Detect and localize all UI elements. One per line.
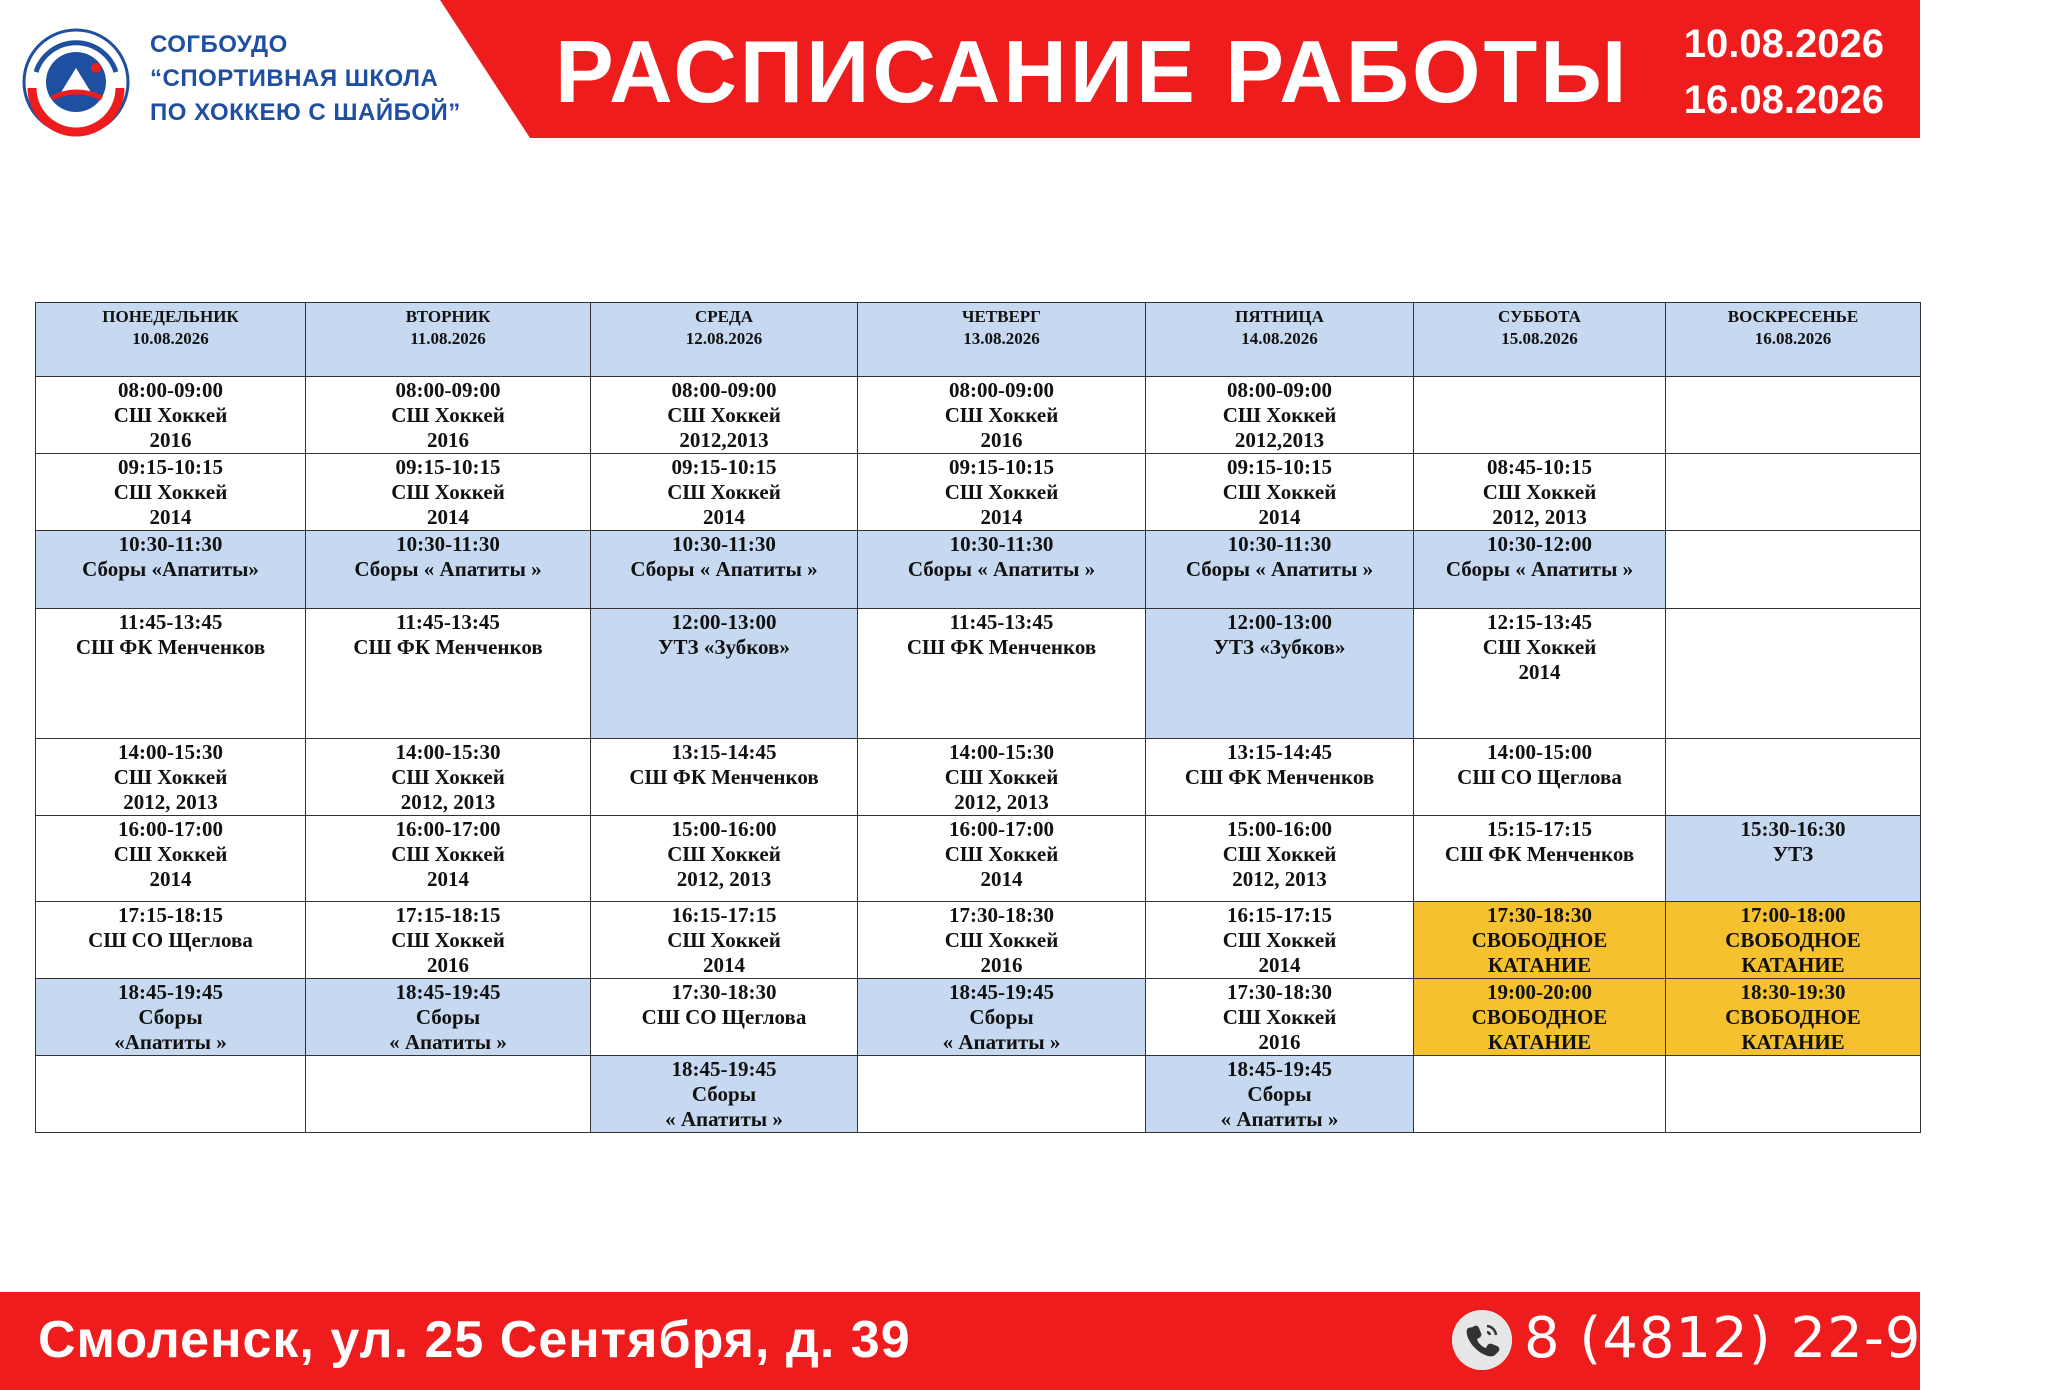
schedule-cell: [1666, 979, 1921, 1056]
schedule-cell: [1146, 609, 1414, 739]
session-text: СШ Хоккей: [391, 403, 505, 427]
table-row: [36, 531, 1921, 609]
schedule-cell: [1414, 979, 1666, 1056]
schedule-cell: [1414, 609, 1666, 739]
session-time: 17:15-18:15: [395, 903, 501, 927]
day-date: 11.08.2026: [410, 329, 486, 348]
table-row: [36, 902, 1921, 979]
session-text: СШ Хоккей: [1222, 1005, 1337, 1029]
empty-cell: [1414, 377, 1666, 454]
schedule-cell: [36, 816, 306, 902]
table-row: [36, 979, 1921, 1056]
schedule-cell: [306, 979, 591, 1056]
schedule-cell: [1414, 739, 1666, 816]
date-range: [1684, 16, 1884, 128]
session-text: СШ ФК Менченков: [1184, 765, 1375, 789]
session-text: СШ Хоккей: [667, 842, 781, 866]
schedule-cell: [306, 816, 591, 902]
session-text: 2014: [1258, 505, 1301, 529]
session-text: СШ Хоккей: [1222, 403, 1337, 427]
session-text: СШ Хоккей: [113, 842, 228, 866]
session-text: Сборы: [1247, 1082, 1312, 1106]
session-time: 15:30-16:30: [1740, 817, 1846, 841]
session-time: 16:15-17:15: [1227, 903, 1332, 927]
session-time: 15:15-17:15: [1487, 817, 1592, 841]
session-time: 11:45-13:45: [118, 610, 223, 634]
table-row: [36, 377, 1921, 454]
day-name: ВОСКРЕСЕНЬЕ: [1727, 307, 1859, 326]
phone-number[interactable]: 8 (4812) 22-90-83: [1524, 1306, 2053, 1371]
session-text: СВОБОДНОЕ: [1725, 1005, 1861, 1029]
schedule-cell: [1146, 531, 1414, 609]
session-time: 09:15-10:15: [118, 455, 223, 479]
session-text: СВОБОДНОЕ: [1471, 1005, 1608, 1029]
session-time: 10:30-11:30: [672, 532, 776, 556]
day-name: ПЯТНИЦА: [1235, 307, 1324, 326]
table-row: [36, 609, 1921, 739]
session-text: СШ Хоккей: [113, 765, 228, 789]
table-row: [36, 454, 1921, 531]
schedule-cell: [1146, 902, 1414, 979]
day-header: [1146, 303, 1414, 377]
session-text: Сборы «Апатиты»: [82, 557, 259, 581]
day-name: ВТОРНИК: [405, 307, 491, 326]
schedule-cell: [591, 739, 858, 816]
session-text: СШ Хоккей: [944, 765, 1059, 789]
session-text: Сборы: [691, 1082, 757, 1106]
org-name-line-2: “СПОРТИВНАЯ ШКОЛА: [150, 65, 439, 92]
schedule-cell: [1414, 816, 1666, 902]
session-time: 18:45-19:45: [949, 980, 1054, 1004]
session-time: 08:00-09:00: [949, 378, 1054, 402]
session-text: УТЗ «Зубков»: [658, 635, 790, 659]
session-time: 10:30-11:30: [118, 532, 223, 556]
session-text: СШ Хоккей: [944, 928, 1059, 952]
day-name: СРЕДА: [695, 307, 753, 326]
day-date: 15.08.2026: [1501, 329, 1578, 348]
session-text: СШ Хоккей: [667, 480, 781, 504]
session-text: 2014: [149, 505, 192, 529]
schedule-cell: [1414, 531, 1666, 609]
schedule-cell: [591, 609, 858, 739]
table-body: [36, 377, 1921, 1133]
session-text: СВОБОДНОЕ: [1725, 928, 1861, 952]
session-time: 14:00-15:30: [118, 740, 223, 764]
address: Смоленск, ул. 25 Сентября, д. 39: [38, 1311, 911, 1369]
session-text: 2012, 2013: [1232, 867, 1327, 891]
schedule-cell: [36, 739, 306, 816]
schedule-cell: [858, 609, 1146, 739]
session-text: 2014: [1518, 660, 1561, 684]
schedule-cell: [591, 377, 858, 454]
schedule-cell: [1666, 816, 1921, 902]
session-time: 17:30-18:30: [1227, 980, 1332, 1004]
session-text: СШ СО Щеглова: [641, 1005, 807, 1029]
schedule-cell: [858, 531, 1146, 609]
schedule-cell: [306, 609, 591, 739]
session-text: 2012, 2013: [954, 790, 1049, 814]
session-time: 17:30-18:30: [671, 980, 777, 1004]
table-header-row: [36, 303, 1921, 377]
session-text: СШ Хоккей: [1222, 928, 1337, 952]
schedule-cell: [591, 816, 858, 902]
schedule-cell: [858, 816, 1146, 902]
session-text: СШ ФК Менченков: [1444, 842, 1635, 866]
session-time: 08:00-09:00: [1227, 378, 1332, 402]
schedule-cell: [591, 979, 858, 1056]
table-row: [36, 1056, 1921, 1133]
empty-cell: [1666, 739, 1921, 816]
day-name: СУББОТА: [1498, 307, 1581, 326]
schedule-cell: [306, 902, 591, 979]
empty-cell: [858, 1056, 1146, 1133]
session-text: «Апатиты »: [114, 1030, 227, 1054]
day-date: 14.08.2026: [1241, 329, 1318, 348]
session-time: 15:00-16:00: [1227, 817, 1332, 841]
session-text: СШ ФК Менченков: [906, 635, 1097, 659]
session-text: Сборы: [415, 1005, 481, 1029]
session-text: « Апатиты »: [942, 1030, 1061, 1054]
session-time: 12:00-13:00: [1227, 610, 1332, 634]
session-text: 2016: [427, 953, 469, 977]
date-from: 10.08.2026: [1683, 22, 1884, 66]
session-text: СШ ФК Менченков: [629, 765, 819, 789]
schedule-cell: [36, 979, 306, 1056]
session-text: 2014: [427, 505, 469, 529]
day-header: [36, 303, 306, 377]
session-time: 16:00-17:00: [118, 817, 223, 841]
schedule-cell: [306, 531, 591, 609]
session-time: 09:15-10:15: [671, 455, 777, 479]
day-name: ПОНЕДЕЛЬНИК: [102, 307, 239, 326]
schedule-cell: [36, 609, 306, 739]
session-text: Сборы: [138, 1005, 203, 1029]
day-header: [591, 303, 858, 377]
schedule-cell: [1146, 454, 1414, 531]
session-time: 16:00-17:00: [949, 817, 1054, 841]
schedule-cell: [1146, 377, 1414, 454]
schedule-table-wrap: [35, 302, 1920, 1133]
day-header: [1414, 303, 1666, 377]
org-name-line-3: ПО ХОККЕЮ С ШАЙБОЙ”: [150, 99, 461, 126]
session-time: 11:45-13:45: [949, 610, 1054, 634]
session-text: СШ Хоккей: [1482, 635, 1597, 659]
schedule-cell: [591, 454, 858, 531]
session-time: 10:30-11:30: [396, 532, 500, 556]
empty-cell: [306, 1056, 591, 1133]
date-to: 16.08.2026: [1683, 78, 1884, 122]
session-text: КАТАНИЕ: [1741, 1030, 1845, 1054]
schedule-cell: [306, 377, 591, 454]
session-text: УТЗ: [1772, 842, 1814, 866]
empty-cell: [1666, 531, 1921, 609]
session-text: СШ ФК Менченков: [353, 635, 543, 659]
empty-cell: [1666, 609, 1921, 739]
day-date: 12.08.2026: [685, 329, 763, 348]
session-time: 18:45-19:45: [395, 980, 501, 1004]
session-text: « Апатиты »: [1220, 1107, 1339, 1131]
schedule-cell: [1146, 979, 1414, 1056]
schedule-cell: [858, 454, 1146, 531]
session-text: 2012, 2013: [123, 790, 218, 814]
session-text: 2016: [427, 428, 469, 452]
session-text: КАТАНИЕ: [1741, 953, 1845, 977]
day-date: 16.08.2026: [1754, 329, 1832, 348]
session-text: СШ Хоккей: [667, 403, 781, 427]
day-header: [1666, 303, 1921, 377]
session-text: 2012, 2013: [1492, 505, 1587, 529]
session-time: 14:00-15:30: [949, 740, 1054, 764]
day-date: 10.08.2026: [132, 329, 209, 348]
day-header: [858, 303, 1146, 377]
schedule-cell: [306, 454, 591, 531]
session-text: 2016: [149, 428, 192, 452]
session-text: Сборы « Апатиты »: [1445, 557, 1634, 581]
session-time: 09:15-10:15: [395, 455, 501, 479]
session-text: СШ Хоккей: [944, 480, 1059, 504]
session-text: « Апатиты »: [389, 1030, 507, 1054]
session-text: 2012, 2013: [400, 790, 496, 814]
session-text: Сборы: [969, 1005, 1034, 1029]
empty-cell: [1666, 454, 1921, 531]
session-text: СШ Хоккей: [391, 928, 505, 952]
session-time: 18:30-19:30: [1740, 980, 1846, 1004]
schedule-cell: [36, 902, 306, 979]
session-text: СШ СО Щеглова: [88, 928, 253, 952]
session-time: 08:00-09:00: [118, 378, 223, 402]
schedule-cell: [858, 979, 1146, 1056]
session-text: 2014: [427, 867, 469, 891]
schedule-cell: [1414, 902, 1666, 979]
empty-cell: [36, 1056, 306, 1133]
session-text: СШ Хоккей: [944, 842, 1059, 866]
session-text: УТЗ «Зубков»: [1213, 635, 1346, 659]
session-time: 10:30-11:30: [949, 532, 1054, 556]
session-text: 2014: [980, 867, 1023, 891]
session-text: СВОБОДНОЕ: [1471, 928, 1608, 952]
schedule-cell: [36, 377, 306, 454]
session-time: 11:45-13:45: [396, 610, 500, 634]
session-text: СШ Хоккей: [391, 842, 505, 866]
empty-cell: [1414, 1056, 1666, 1133]
session-text: Сборы « Апатиты »: [907, 557, 1096, 581]
session-time: 17:00-18:00: [1740, 903, 1846, 927]
session-text: КАТАНИЕ: [1487, 1030, 1592, 1054]
session-time: 18:45-19:45: [671, 1057, 777, 1081]
schedule-cell: [1146, 739, 1414, 816]
schedule-cell: [591, 1056, 858, 1133]
session-time: 08:00-09:00: [671, 378, 777, 402]
session-text: Сборы « Апатиты »: [1185, 557, 1374, 581]
session-text: СШ Хоккей: [391, 765, 505, 789]
session-time: 08:45-10:15: [1487, 455, 1592, 479]
day-name: ЧЕТВЕРГ: [961, 307, 1042, 326]
session-text: 2016: [980, 953, 1023, 977]
schedule-cell: [306, 739, 591, 816]
schedule-cell: [1146, 1056, 1414, 1133]
org-name-line-1: СОГБОУДО: [150, 31, 288, 58]
day-date: 13.08.2026: [963, 329, 1040, 348]
session-text: СШ Хоккей: [667, 928, 781, 952]
empty-cell: [1666, 377, 1921, 454]
table-row: [36, 816, 1921, 902]
session-time: 14:00-15:00: [1487, 740, 1592, 764]
schedule-cell: [1414, 454, 1666, 531]
session-text: 2014: [980, 505, 1023, 529]
session-time: 13:15-14:45: [671, 740, 777, 764]
schedule-cell: [36, 531, 306, 609]
session-time: 13:15-14:45: [1227, 740, 1332, 764]
session-text: 2016: [1258, 1030, 1301, 1054]
session-time: 16:15-17:15: [671, 903, 777, 927]
session-text: 2012, 2013: [676, 867, 772, 891]
schedule-cell: [36, 454, 306, 531]
session-time: 10:30-11:30: [1227, 532, 1332, 556]
session-text: СШ Хоккей: [113, 480, 228, 504]
empty-cell: [1666, 1056, 1921, 1133]
session-time: 15:00-16:00: [671, 817, 777, 841]
schedule-cell: [858, 377, 1146, 454]
footer: [0, 1292, 2053, 1390]
session-text: 2014: [149, 867, 192, 891]
schedule-cell: [858, 902, 1146, 979]
session-time: 08:00-09:00: [395, 378, 501, 402]
schedule-cell: [1146, 816, 1414, 902]
session-text: 2014: [703, 953, 745, 977]
session-text: 2012,2013: [1234, 428, 1325, 452]
session-text: « Апатиты »: [665, 1107, 783, 1131]
session-text: СШ Хоккей: [391, 480, 505, 504]
session-text: СШ Хоккей: [1222, 842, 1337, 866]
session-time: 12:00-13:00: [671, 610, 777, 634]
session-text: Сборы « Апатиты »: [354, 557, 542, 581]
header: [0, 0, 1920, 140]
day-header: [306, 303, 591, 377]
session-time: 09:15-10:15: [949, 455, 1054, 479]
session-text: 2016: [980, 428, 1023, 452]
session-text: СШ Хоккей: [1482, 480, 1597, 504]
table-row: [36, 739, 1921, 816]
session-time: 18:45-19:45: [1227, 1057, 1332, 1081]
session-time: 17:30-18:30: [949, 903, 1054, 927]
session-time: 09:15-10:15: [1227, 455, 1332, 479]
session-text: СШ Хоккей: [944, 403, 1059, 427]
school-logo: [22, 28, 130, 136]
schedule-cell: [591, 902, 858, 979]
page-title: РАСПИСАНИЕ РАБОТЫ: [555, 22, 1630, 121]
session-time: 16:00-17:00: [395, 817, 501, 841]
session-text: СШ СО Щеглова: [1457, 765, 1622, 789]
session-text: СШ ФК Менченков: [75, 635, 266, 659]
schedule-cell: [591, 531, 858, 609]
session-time: 10:30-12:00: [1487, 532, 1592, 556]
session-text: СШ Хоккей: [1222, 480, 1337, 504]
session-time: 18:45-19:45: [118, 980, 223, 1004]
schedule-table: [35, 302, 1921, 1133]
session-text: Сборы « Апатиты »: [630, 557, 818, 581]
session-time: 14:00-15:30: [395, 740, 501, 764]
phone-icon: [1452, 1310, 1512, 1370]
session-time: 19:00-20:00: [1487, 980, 1592, 1004]
session-text: СШ Хоккей: [113, 403, 228, 427]
schedule-cell: [858, 739, 1146, 816]
session-text: 2012,2013: [679, 428, 769, 452]
session-text: 2014: [1258, 953, 1301, 977]
session-time: 17:30-18:30: [1487, 903, 1592, 927]
schedule-cell: [1666, 902, 1921, 979]
session-text: 2014: [703, 505, 745, 529]
session-text: КАТАНИЕ: [1487, 953, 1592, 977]
organization-name: [150, 28, 461, 130]
session-time: 17:15-18:15: [118, 903, 223, 927]
session-time: 12:15-13:45: [1487, 610, 1592, 634]
